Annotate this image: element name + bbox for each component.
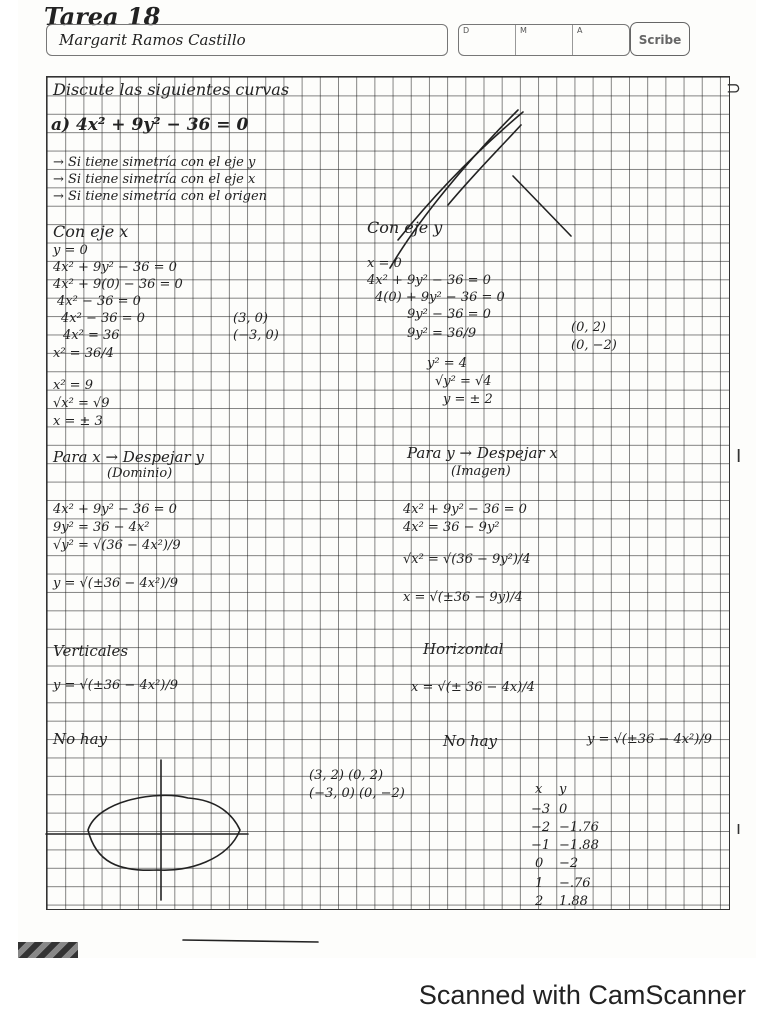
eje-y-heading: Con eje y [367, 218, 443, 237]
eje-x-step: x = ± 3 [53, 414, 103, 429]
scan-edge-shadow [18, 942, 78, 958]
dominio-heading: Para x → Despejar y [53, 448, 204, 466]
table-cell: −1.88 [559, 838, 599, 853]
table-cell: −3 [531, 802, 551, 817]
symmetry-line: → Si tiene simetría con el origen [53, 189, 268, 204]
table-cell: 0 [535, 856, 544, 871]
scanned-page [18, 0, 756, 958]
eje-x-point: (3, 0) [233, 311, 268, 326]
date-label-month: M [520, 26, 527, 35]
dominio-step: y = √(±36 − 4x²)/9 [53, 576, 178, 591]
eje-x-step: 4x² + 9y² − 36 = 0 [53, 260, 177, 275]
horizontal-result: No hay [443, 732, 498, 750]
table-cell: 1.88 [559, 894, 588, 909]
eje-x-heading: Con eje x [53, 222, 129, 241]
table-cell: −2 [559, 856, 579, 871]
eje-y-step: 9y² − 36 = 0 [407, 307, 491, 322]
eje-x-step: √x² = √9 [53, 396, 110, 411]
imagen-step: 4x² + 9y² − 36 = 0 [403, 502, 527, 517]
eje-x-step: 4x² = 36 [63, 328, 120, 343]
student-name: Margarit Ramos Castillo [59, 31, 246, 49]
eje-x-step: 4x² − 36 = 0 [61, 311, 145, 326]
eje-x-step: 4x² + 9(0) − 36 = 0 [53, 277, 183, 292]
table-cell: 2 [535, 894, 544, 909]
eje-y-step: √y² = √4 [435, 374, 492, 389]
imagen-step: x = √(±36 − 9y)/4 [403, 590, 523, 605]
watermark-text: Scanned with CamScanner [418, 980, 746, 1010]
imagen-sub: (Imagen) [451, 464, 511, 479]
horizontal-extra-formula: y = √(±36 − 4x²)/9 [587, 732, 712, 747]
eje-y-step: y = ± 2 [443, 392, 493, 407]
verticales-heading: Verticales [53, 642, 129, 660]
dominio-step: 4x² + 9y² − 36 = 0 [53, 502, 177, 517]
intercept-summary: (3, 2) (0, 2) [309, 768, 384, 783]
eje-y-point: (0, 2) [571, 320, 606, 335]
pen-stroke [183, 940, 318, 942]
sketch-overlay [18, 0, 756, 958]
eje-x-point: (−3, 0) [233, 328, 279, 343]
date-label-day: D [463, 26, 470, 35]
eje-y-step: 4x² + 9y² − 36 = 0 [367, 273, 491, 288]
table-cell: 0 [559, 802, 568, 817]
table-cell: −.76 [559, 876, 591, 891]
problem-statement: a) 4x² + 9y² − 36 = 0 [51, 115, 249, 135]
verticales-result: No hay [53, 730, 108, 748]
dominio-sub: (Dominio) [107, 466, 173, 481]
table-header-y: y [559, 782, 567, 797]
table-cell: −1.76 [559, 820, 599, 835]
pen-stroke [513, 176, 571, 236]
margin-mark: I [736, 446, 742, 467]
table-cell: −1 [531, 838, 551, 853]
eje-y-point: (0, −2) [571, 338, 617, 353]
date-label-year: A [577, 26, 583, 35]
dominio-step: 9y² = 36 − 4x² [53, 520, 150, 535]
dominio-step: √y² = √(36 − 4x²)/9 [53, 538, 181, 553]
scanner-footer [0, 968, 768, 1024]
page-title: Tarea 18 [44, 2, 161, 31]
margin-mark: ⊃ [726, 78, 742, 99]
pen-stroke [398, 112, 523, 240]
logo-text: Scribe [638, 33, 682, 47]
imagen-heading: Para y → Despejar x [407, 444, 558, 462]
pen-stroke [448, 125, 521, 205]
eje-x-step: y = 0 [53, 243, 88, 258]
eje-x-step: 4x² − 36 = 0 [57, 294, 141, 309]
imagen-step: √x² = √(36 − 9y²)/4 [403, 552, 531, 567]
eje-x-step: x² = 36/4 [53, 346, 114, 361]
eje-x-step: x² = 9 [53, 378, 93, 393]
sketched-ellipse [88, 795, 240, 870]
table-cell: 1 [535, 876, 544, 891]
imagen-step: 4x² = 36 − 9y² [403, 520, 500, 535]
horizontal-heading: Horizontal [423, 640, 504, 658]
table-cell: −2 [531, 820, 551, 835]
eje-y-step: x = 0 [367, 256, 402, 271]
eje-y-step: 4(0) + 9y² − 36 = 0 [375, 290, 505, 305]
verticales-formula: y = √(±36 − 4x²)/9 [53, 678, 178, 693]
worksheet-heading: Discute las siguientes curvas [53, 80, 290, 99]
table-header-x: x [535, 782, 543, 797]
eje-y-step: y² = 4 [427, 356, 467, 371]
margin-mark: ı [736, 818, 742, 839]
intercept-summary: (−3, 0) (0, −2) [309, 786, 405, 801]
horizontal-formula: x = √(± 36 − 4x)/4 [411, 680, 535, 695]
eje-y-step: 9y² = 36/9 [407, 326, 477, 341]
symmetry-line: → Si tiene simetría con el eje x [53, 172, 256, 187]
symmetry-line: → Si tiene simetría con el eje y [53, 155, 256, 170]
